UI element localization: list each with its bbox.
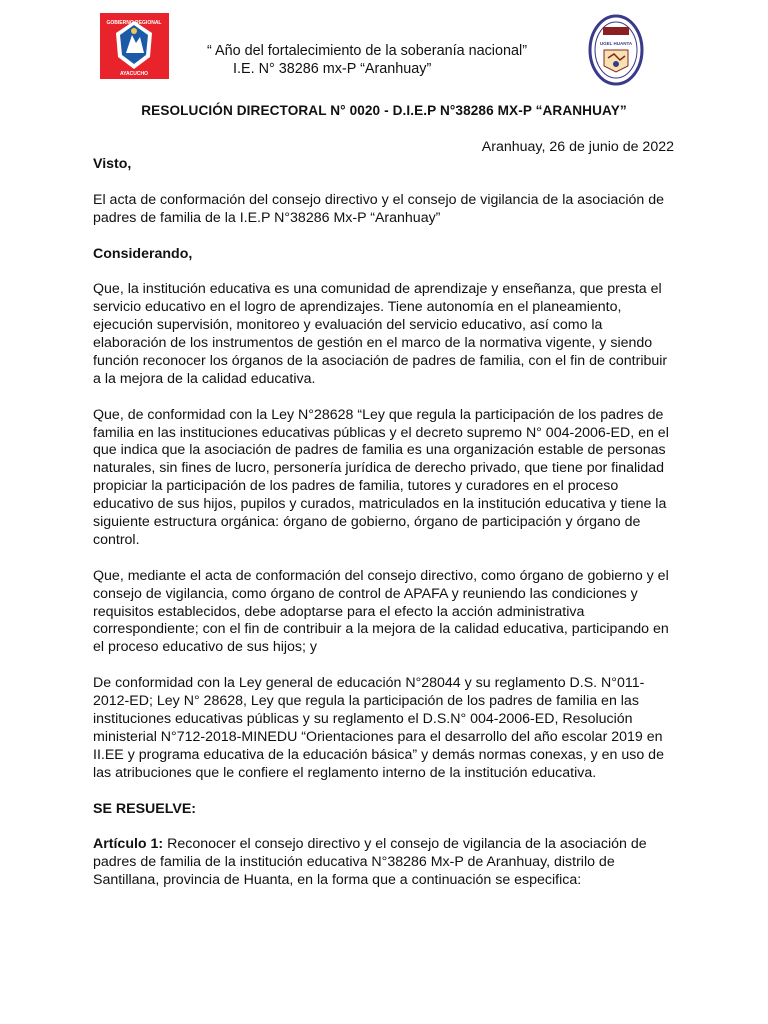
considerando-paragraph: Que, mediante el acta de conformación del consejo directivo, como órgano de gobierno y el consejo de vigilancia, como órgano de control de APAFA y reuniendo las condiciones y requisitos establecidos, debe adoptarse para el efecto la acción administrativa correspondiente; con el fin de contribuir a la mejora de la calidad educativa, participando en el proceso educativo de sus hijos; y [93,567,669,656]
resolution-title: RESOLUCIÓN DIRECTORAL N° 0020 - D.I.E.P N°38286 MX-P “ARANHUAY” [141,103,627,118]
seal-text: UGEL HUANTA [599,41,633,46]
document-body [93,156,675,890]
considerando-paragraph: Que, la institución educativa es una comunidad de aprendizaje y enseñanza, que presta el servicio educativo en el logro de aprendizajes. Tiene autonomía en el planeamiento, ejecución supervisión, monitoreo y evaluación del servicio educativo, así como la elaboración de los instrumentos de gestión en el marco de la normativa vigente, y siendo función reconocer los órganos de la asociación de padres de familia, con el fin de contribuir a la mejora de la calidad educativa. [93,281,668,387]
considerando-paragraph: Que, de conformidad con la Ley N°28628 “Ley que regula la participación de los padres de familia en las instituciones educativas públicas y el decreto supremo N° 004-2006-ED, en el que indica que la asociación de padres de familia es una organización estable de personas naturales, sin fines de lucro, personería jurídica de derecho privado, que tiene por finalidad propiciar la participación de los padres de familia, tutores y curadores en el proceso educativo de sus hijos, pupilos y curados, matriculados en la institución educativa y tiene la siguiente estructura orgánica: órgano de gobierno, órgano de participación y órgano de control. [93,406,669,548]
institution-name: I.E. N° 38286 mx-P “Aranhuay” [233,61,432,77]
considerando-paragraph: De conformidad con la Ley general de educación N°28044 y su reglamento D.S. N°011-2012-ED; Ley N° 28628, Ley que regula la participación de los padres de familia en las instituciones educativas públicas y su reglamento el D.S.N° 004-2006-ED, Resolución ministerial N°712-2018-MINEDU “Orientaciones para el desarrollo del año escolar 2019 en II.EE y programa educativa de la educación básica” y demás normas conexas, y en uso de las atribuciones que le confiere el reglamento interno de la institución educativa. [93,675,664,781]
regional-government-logo [100,13,169,79]
year-motto: “ Año del fortalecimiento de la soberanía nacional” [207,43,527,59]
article-1-label: Artículo 1: [93,836,164,853]
document-date: Aranhuay, 26 de junio de 2022 [481,139,674,155]
ugel-huanta-seal [588,14,644,86]
article-1-text: Reconocer el consejo directivo y el consejo de vigilancia de la asociación de padres de familia de la institución educativa N°38286 Mx-P de Aranhuay, distrilo de Santillana, provincia de Huanta, en la forma que a continuación se especifica: [93,836,647,889]
article-1 [93,836,675,890]
visto-text: El acta de conformación del consejo directivo y el consejo de vigilancia de la asociación de padres de familia de la I.E.P N°38286 Mx-P “Aranhuay” [93,191,664,226]
visto-heading: Visto, [93,156,132,172]
header-text [170,42,590,78]
logo-left-top-text: GOBIERNO REGIONAL [106,20,162,26]
resuelve-heading: SE RESUELVE: [93,800,197,817]
logo-left-bottom-text: AYACUCHO [120,71,148,77]
considerando-heading: Considerando, [93,245,193,262]
